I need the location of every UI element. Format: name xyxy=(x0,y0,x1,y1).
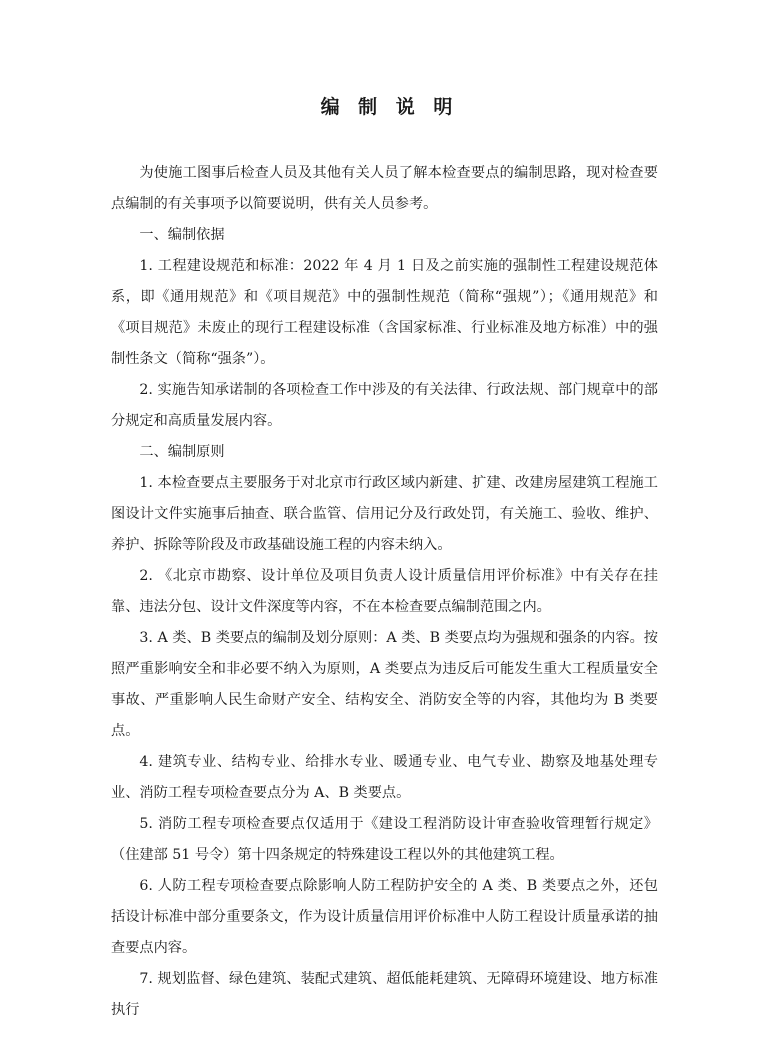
document-body xyxy=(111,158,658,1026)
principle-item-2: 2. 《北京市勘察、设计单位及项目负责人设计质量信用评价标准》中有关存在挂靠、违法分包、设计文件深度等内容，不在本检查要点编制范围之内。 xyxy=(111,568,658,615)
principle-item-7: 7. 规划监督、绿色建筑、装配式建筑、超低能耗建筑、无障碍环境建设、地方标准执行 xyxy=(111,971,658,1018)
section-heading-principles: 二、编制原则 xyxy=(139,444,225,460)
intro-paragraph: 为使施工图事后检查人员及其他有关人员了解本检查要点的编制思路，现对检查要点编制的有关事项予以简要说明，供有关人员参考。 xyxy=(111,165,658,212)
basis-item-2: 2. 实施告知承诺制的各项检查工作中涉及的有关法律、行政法规、部门规章中的部分规定和高质量发展内容。 xyxy=(111,382,658,429)
principle-item-5: 5. 消防工程专项检查要点仅适用于《建设工程消防设计审查验收管理暂行规定》（住建部 51 号令）第十四条规定的特殊建设工程以外的其他建筑工程。 xyxy=(111,816,658,863)
basis-item-1: 1. 工程建设规范和标准：2022 年 4 月 1 日及之前实施的强制性工程建设规范体系，即《通用规范》和《项目规范》中的强制性规范（简称“强规”）；《通用规范》和《项目规范》未废止的现行工程建设标准（含国家标准、行业标准及地方标准）中的强制性条文（简称“强条”）。 xyxy=(111,258,658,367)
principle-item-1: 1. 本检查要点主要服务于对北京市行政区域内新建、扩建、改建房屋建筑工程施工图设计文件实施事后抽查、联合监管、信用记分及行政处罚，有关施工、验收、维护、养护、拆除等阶段及市政基础设施工程的内容未纳入。 xyxy=(111,475,658,553)
section-heading-basis: 一、编制依据 xyxy=(139,227,225,243)
principle-item-4: 4. 建筑专业、结构专业、给排水专业、暖通专业、电气专业、勘察及地基处理专业、消防工程专项检查要点分为 A、B 类要点。 xyxy=(111,754,658,801)
principle-item-3: 3. A 类、B 类要点的编制及划分原则：A 类、B 类要点均为强规和强条的内容。按照严重影响安全和非必要不纳入为原则，A 类要点为违反后可能发生重大工程质量安全事故、严重影响人民生命财产安全、结构安全、消防安全等的内容，其他均为 B 类要点。 xyxy=(111,630,658,739)
page-title: 编 制 说 明 xyxy=(320,96,459,118)
principle-item-6: 6. 人防工程专项检查要点除影响人防工程防护安全的 A 类、B 类要点之外，还包括设计标准中部分重要条文，作为设计质量信用评价标准中人防工程设计质量承诺的抽查要点内容。 xyxy=(111,878,658,956)
